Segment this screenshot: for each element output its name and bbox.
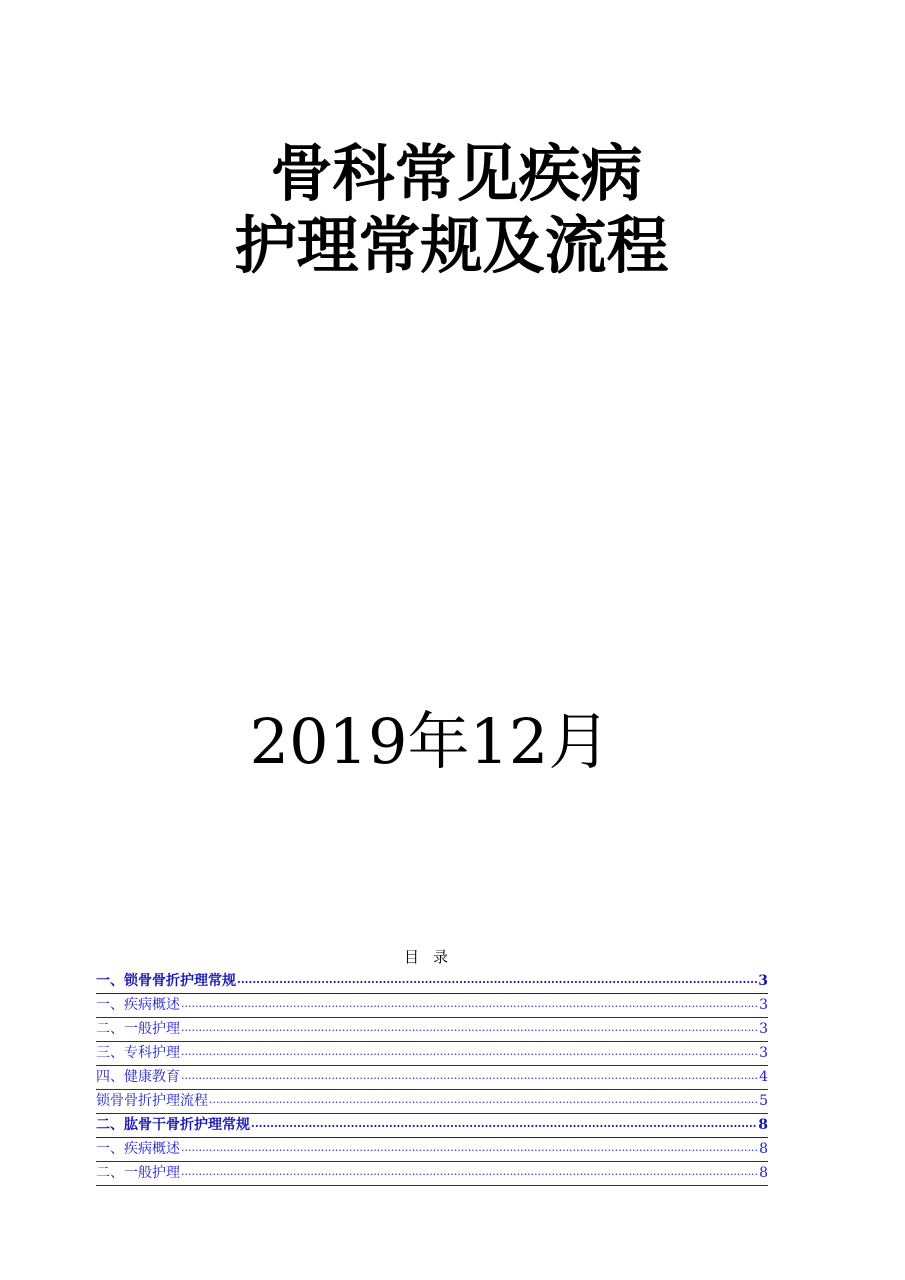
toc-entry[interactable]	[96, 1114, 768, 1138]
toc-entry-page[interactable]: 8	[759, 1165, 768, 1181]
toc-entry-page[interactable]: 3	[758, 973, 768, 989]
toc-entry-label[interactable]: 四、健康教育	[96, 1069, 180, 1085]
toc-heading: 目录	[403, 948, 462, 966]
toc-entry[interactable]	[96, 1042, 768, 1066]
toc-entry-page[interactable]: 8	[759, 1141, 768, 1157]
toc-dot-leader	[181, 1040, 758, 1063]
toc-dot-leader	[251, 1112, 757, 1135]
toc-dot-leader	[181, 1136, 758, 1159]
toc-entry-label[interactable]: 锁骨骨折护理流程	[96, 1093, 208, 1109]
toc-entry-label[interactable]: 二、肱骨干骨折护理常规	[96, 1117, 250, 1133]
toc-entry-label[interactable]: 三、专科护理	[96, 1045, 180, 1061]
toc-dot-leader	[209, 1088, 758, 1111]
toc-entry-label[interactable]: 一、锁骨骨折护理常规	[96, 973, 236, 989]
table-of-contents	[96, 970, 768, 1186]
toc-entry-page[interactable]: 5	[759, 1093, 768, 1109]
toc-entry[interactable]	[96, 1018, 768, 1042]
toc-entry[interactable]	[96, 994, 768, 1018]
toc-entry-page[interactable]: 4	[759, 1069, 768, 1085]
toc-entry[interactable]	[96, 1090, 768, 1114]
toc-dot-leader	[237, 968, 757, 991]
toc-entry-page[interactable]: 8	[758, 1117, 768, 1133]
toc-entry-label[interactable]: 二、一般护理	[96, 1021, 180, 1037]
toc-entry[interactable]	[96, 1066, 768, 1090]
toc-entry-page[interactable]: 3	[759, 997, 768, 1013]
cover-title-line-1: 骨科常见疾病	[270, 137, 643, 210]
toc-entry[interactable]	[96, 1162, 768, 1186]
toc-dot-leader	[181, 1016, 758, 1039]
cover-title	[0, 138, 905, 282]
toc-entry-label[interactable]: 一、疾病概述	[96, 1141, 180, 1157]
cover-title-line-2: 护理常规及流程	[234, 209, 669, 282]
toc-entry-label[interactable]: 二、一般护理	[96, 1165, 180, 1181]
toc-entry-page[interactable]: 3	[759, 1021, 768, 1037]
toc-dot-leader	[181, 992, 758, 1015]
toc-entry[interactable]	[96, 970, 768, 994]
toc-dot-leader	[181, 1160, 758, 1183]
toc-dot-leader	[181, 1064, 758, 1087]
cover-date: 2019年12月	[249, 705, 611, 778]
toc-entry[interactable]	[96, 1138, 768, 1162]
toc-entry-page[interactable]: 3	[759, 1045, 768, 1061]
toc-entry-label[interactable]: 一、疾病概述	[96, 997, 180, 1013]
